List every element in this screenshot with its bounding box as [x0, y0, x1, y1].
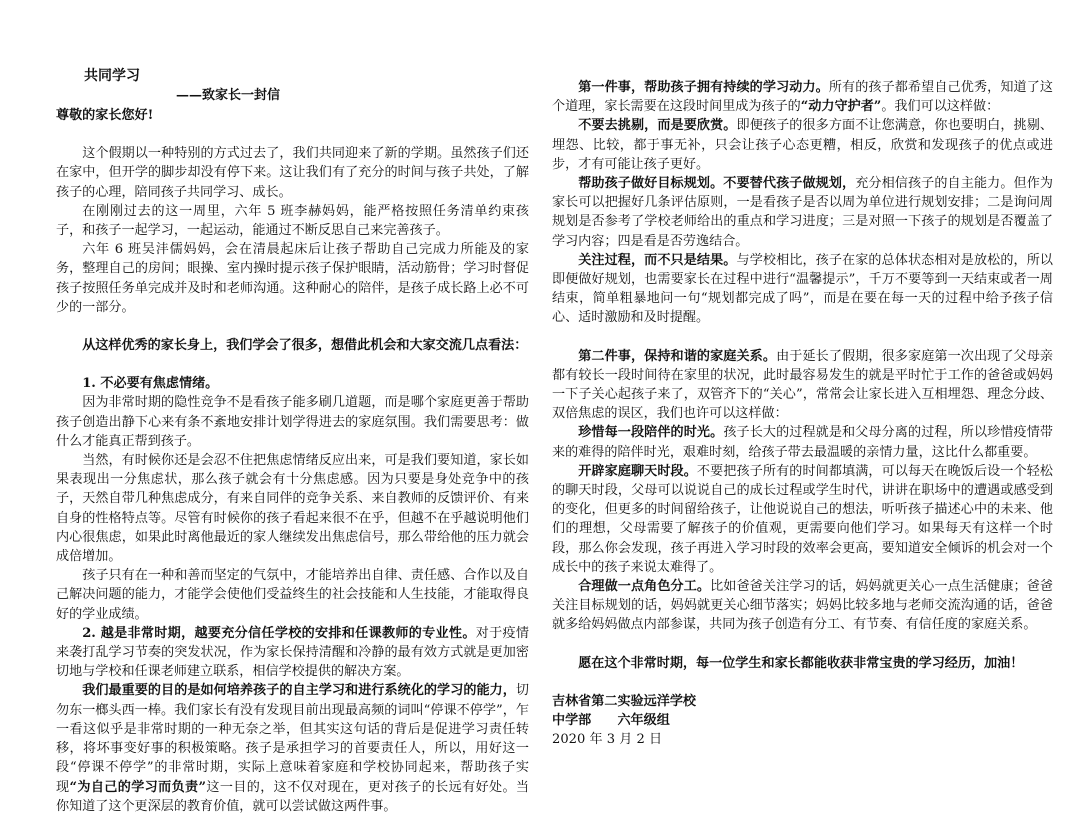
point-2-paragraph	[56, 624, 529, 682]
task-1-text-a: 所有的孩子都希望自己优秀，知道了这个道理，家长需要在这段时间里成为孩子的	[552, 80, 1054, 115]
greeting: 尊敬的家长您好!	[56, 108, 154, 123]
spacer	[552, 635, 1053, 654]
tip-planning-text: 充分相信孩子的自主能力。但作为家长可以把握好几条评估原则，一是看孩子是否以周为单位进行规划安排；二是询问周规划是否参考了学校老师给出的重点和学习进度；三是对照一下孩子的规划是否覆盖了学习内容；四是看是否劳逸结合。	[552, 176, 1053, 249]
point-2-text: 对于疫情来袭打乱学习节奏的突发状况，作为家长保持清醒和冷静的最有效方式就是更加密切地与学校和任课老师建立联系，相信学校提供的解决方案。	[56, 625, 530, 680]
task-2-text: 由于延长了假期，很多家庭第一次出现了父母亲都有较长一段时间待在家里的状况，此时最容易发生的就是平时忙于工作的爸爸或妈妈一下子关心起孩子来了，双管齐下的“关心”，常常会让家长进入互相埋怨、理念分歧、双倍焦虑的误区，我们也许可以这样做：	[552, 348, 1054, 422]
point-2-text-b: 这一目的，这不仅对现在，更对孩子的长远有好处。当你知道了这个更深层的教育价值，就可以尝试做这两件事。	[56, 779, 529, 814]
spacer	[56, 355, 529, 374]
spacer	[552, 673, 1053, 692]
letter-title: 共同学习	[84, 68, 140, 84]
letter-right-column	[552, 78, 1053, 750]
tip-process	[552, 251, 1053, 328]
tip-roles-heading: 合理做一点角色分工。	[578, 579, 711, 595]
spacer	[56, 317, 529, 336]
spacer	[552, 328, 1053, 347]
tip-roles	[552, 577, 1053, 635]
point-2-paragraph-2	[56, 681, 529, 815]
task-1-text-b: 。我们可以这样做：	[881, 99, 1000, 115]
paragraph-transition: 从这样优秀的家长身上，我们学会了很多，想借此机会和大家交流几点看法：	[82, 338, 528, 354]
tip-cherish	[552, 423, 1053, 461]
closing-line: 愿在这个非常时期，每一位学生和家长都能收获非常宝贵的学习经历，加油！	[578, 655, 1024, 671]
point-1-paragraph-3: 孩子只有在一种和善而坚定的气氛中，才能培养出自律、责任感、合作以及自己解决问题的能力，才能学会使他们受益终生的社会技能和人生技能，才能取得良好的学业成绩。	[56, 568, 529, 622]
tip-planning-heading: 帮助孩子做好目标规划。不要替代孩子做规划，	[578, 176, 856, 192]
point-2-heading: 2. 越是非常时期，越要充分信任学校的安排和任课教师的专业性。	[82, 625, 476, 641]
tip-planning	[552, 174, 1053, 251]
spacer	[56, 125, 529, 144]
letter-date: 2020 年 3 月 2 日	[552, 732, 663, 748]
paragraph-example-2: 六年 6 班吴沣儒妈妈，会在清晨起床后让孩子帮助自己完成力所能及的家务，整理自己的房间；眼操、室内操时提示孩子保护眼睛，活动筋骨；学习时督促孩子按照任务单完成并及时和老师沟通。这种耐心的陪伴，是孩子成长路上必不可少的一部分。	[56, 242, 529, 315]
tip-chat	[552, 462, 1053, 577]
paragraph-intro: 这个假期以一种特别的方式过去了，我们共同迎来了新的学期。虽然孩子们还在家中，但开学的脚步却没有停下来。这让我们有了充分的时间与孩子共处，了解孩子的心理，陪同孩子共同学习、成长。	[56, 146, 529, 200]
task-1-paragraph	[552, 78, 1053, 116]
tip-cherish-text: 孩子长大的过程就是和父母分离的过程，所以珍惜疫情带来的难得的陪伴时光，艰难时刻，给孩子带去最温暖的亲情力量，这比什么都重要。	[552, 425, 1054, 460]
point-1-heading: 1. 不必要有焦虑情绪。	[82, 376, 219, 392]
tip-process-heading: 关注过程，而不只是结果。	[578, 252, 737, 268]
point-2-emphasis: 我们最重要的目的是如何培养孩子的自主学习和进行系统化的学习的能力，	[82, 683, 516, 699]
point-1-paragraph-2: 当然，有时候你还是会忍不住把焦虑情绪反应出来，可是我们要知道，家长如果表现出一分焦虑状，那么孩子就会有十分焦虑感。因为只要是身处竞争中的孩子，天然自带几种焦虑成分，有来自同伴的竞争关系、来自教师的反馈评价、有来自身的性格特点等。尽管有时候你的孩子看起来很不在乎，但越不在乎越说明他们内心很焦虑，如果此时离他最近的家人继续发出焦虑信号，那么带给他的压力就会成倍增加。	[56, 453, 529, 565]
paragraph-example-1: 在刚刚过去的这一周里，六年 5 班李赫妈妈，能严格按照任务清单约束孩子，和孩子一起学习，一起运动，能通过不断反思自己来完善孩子。	[56, 203, 529, 239]
tip-chat-text: 不要把孩子所有的时间都填满，可以每天在晚饭后设一个轻松的聊天时段，父母可以说说自己的成长过程或学生时代，讲讲在职场中的遭遇或感受到的变化，但更多的时间留给孩子，让他说说自己的想法，听听孩子描述心中的未来、他们的理想，父母需要了解孩子的价值观，更需要向他们学习。如果每天有这样一个时段，那么你会发现，孩子再进入学习时段的效率会更高，要知道安全倾诉的机会对一个成长中的孩子来说太难得了。	[552, 463, 1054, 575]
point-2-emphasis-2: “为自己的学习而负责”	[69, 779, 207, 795]
tip-appreciate-text: 即便孩子的很多方面不让您满意，你也要明白，挑剔、埋怨、比较，都于事无补，只会让孩子心态更糟，相反，欣赏和发现孩子的优点或进步，才有可能让孩子更好。	[552, 118, 1054, 172]
tip-cherish-heading: 珍惜每一段陪伴的时光。	[578, 425, 724, 441]
task-1-heading: 第一件事，帮助孩子拥有持续的学习动力。	[578, 80, 829, 95]
task-2-heading: 第二件事，保持和谐的家庭关系。	[578, 348, 777, 364]
tip-appreciate	[552, 116, 1053, 174]
tip-chat-heading: 开辟家庭聊天时段。	[578, 463, 697, 479]
tip-roles-text: 比如爸爸关注学习的话，妈妈就更关心一点生活健康；爸爸关注目标规划的话，妈妈就更关心细节落实；妈妈比较多地与老师交流沟通的话，爸爸就多给妈妈做点内部参谋，共同为孩子创造有分工、有节奏、有信任度的家庭关系。	[552, 579, 1054, 633]
letter-left-column	[56, 66, 529, 816]
signature-school: 吉林省第二实验远洋学校	[552, 693, 697, 709]
tip-appreciate-heading: 不要去挑剔，而是要欣赏。	[578, 118, 737, 134]
signature-department: 中学部 六年级组	[552, 713, 670, 729]
letter-subtitle: ——致家长一封信	[176, 88, 281, 103]
task-2-paragraph	[552, 347, 1053, 424]
point-2-text-a: 切勿东一榔头西一棒。我们家长有没有发现目前出现最高频的词叫“停课不停学”，乍一看这似乎是非常时期的一种无奈之举，但其实这句话的背后是促进学习责任转移，将坏事变好事的积极策略。孩子是承担学习的首要责任人，所以，用好这一段“停课不停学”的非常时期，实际上意味着家庭和学校协同起来，帮助孩子实现	[56, 683, 529, 795]
tip-process-text: 与学校相比，孩子在家的总体状态相对是放松的，所以即便做好规划，也需要家长在过程中进行“温馨提示”，千万不要等到一天结束或者一周结束，简单粗暴地问一句“规划都完成了吗”，而是在要在每一天的过程中给予孩子信心、适时激励和及时提醒。	[552, 252, 1054, 326]
point-1-paragraph-1: 因为非常时期的隐性竞争不是看孩子能多刷几道题，而是哪个家庭更善于帮助孩子创造出静下心来有条不紊地安排计划学得进去的家庭氛围。我们需要思考：做什么才能真正帮到孩子。	[56, 395, 529, 449]
task-1-emphasis: “动力守护者”	[800, 99, 882, 115]
